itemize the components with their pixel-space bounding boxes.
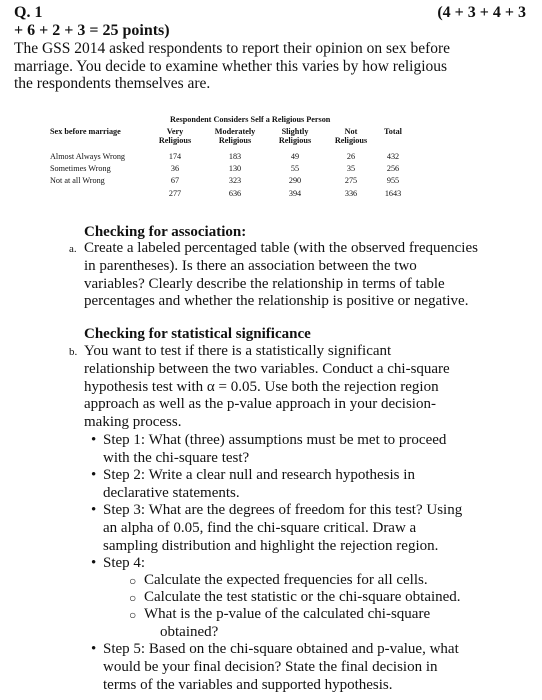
table-cell: 174 xyxy=(168,152,182,161)
step-2: Step 2: Write a clear null and research hypothesis in declarative statements. xyxy=(103,467,415,501)
table-total-cell: 277 xyxy=(168,189,182,198)
row-label: Not at all Wrong xyxy=(50,176,105,185)
table-cell: 36 xyxy=(170,164,180,173)
table-cell: 323 xyxy=(228,176,242,185)
question-number: Q. 1 xyxy=(14,4,43,21)
section-b-body: You want to test if there is a statistically significant relationship between the two variables. Conduct a chi-square hypothesis test with α = 0.05. Use both the rejection region approach as well as the p-value approach in your decision- making process. xyxy=(84,343,450,431)
intro-line: marriage. You decide to examine whether this varies by how religious xyxy=(14,57,448,75)
circle-bullet-icon: ○ xyxy=(129,574,137,588)
column-header: Very Religious xyxy=(158,127,192,145)
table-total-cell: 336 xyxy=(344,189,358,198)
section-a-title: Checking for association: xyxy=(84,224,247,240)
circle-bullet-icon: ○ xyxy=(129,608,137,622)
step-1: Step 1: What (three) assumptions must be met to proceed with the chi-square test? xyxy=(103,432,447,466)
column-header: Moderately Religious xyxy=(214,127,256,145)
bullet-icon: • xyxy=(91,555,97,571)
table-cell: 256 xyxy=(386,164,400,173)
row-label: Almost Always Wrong xyxy=(50,152,126,161)
table-cell: 49 xyxy=(290,152,300,161)
table-cell: 275 xyxy=(344,176,358,185)
step-5: Step 5: Based on the chi-square obtained and p-value, what would be your final decision? State the final decision in terms of the variables and supported hypothesis. xyxy=(103,641,459,693)
section-b-title: Checking for statistical significance xyxy=(84,326,311,342)
section-b-marker: b. xyxy=(69,346,78,358)
column-header: Not Religious xyxy=(334,127,368,145)
table-cell: 432 xyxy=(386,152,400,161)
table-cell: 130 xyxy=(228,164,242,173)
section-a-body: Create a labeled percentaged table (with the observed frequencies in parentheses). Is there an association between the two variables? Clearly describe the relationship in terms of table percentages and whether the relationship is positive or negative. xyxy=(84,240,478,310)
table-cell: 955 xyxy=(386,176,400,185)
table-cell: 183 xyxy=(228,152,242,161)
section-a-marker: a. xyxy=(69,243,77,255)
circle-bullet-icon: ○ xyxy=(129,591,137,605)
step-4-sub-2: Calculate the test statistic or the chi-square obtained. xyxy=(144,589,461,605)
intro-paragraph xyxy=(14,40,524,93)
bullet-icon: • xyxy=(91,502,97,518)
table-total-cell: 1643 xyxy=(384,189,402,198)
table-total-cell: 636 xyxy=(228,189,242,198)
table-cell: 26 xyxy=(346,152,356,161)
table-cell: 35 xyxy=(346,164,356,173)
table-cell: 67 xyxy=(170,176,180,185)
intro-line: the respondents themselves are. xyxy=(14,75,211,92)
bullet-icon: • xyxy=(91,467,97,483)
table-cell: 290 xyxy=(288,176,302,185)
column-header: Slightly Religious xyxy=(278,127,312,145)
step-3: Step 3: What are the degrees of freedom for this test? Using an alpha of 0.05, find the chi-square critical. Draw a sampling distribution and highlight the rejection region. xyxy=(103,502,463,554)
intro-line: The GSS 2014 asked respondents to report their opinion on sex before xyxy=(14,40,451,57)
points-breakdown-end: + 6 + 2 + 3 = 25 points) xyxy=(14,22,170,39)
step-4-sub-3: What is the p-value of the calculated chi-square obtained? xyxy=(144,606,431,640)
table-super-header: Respondent Considers Self a Religious Person xyxy=(170,115,331,124)
step-4-sub-1: Calculate the expected frequencies for all cells. xyxy=(144,572,428,588)
row-label: Sometimes Wrong xyxy=(50,164,111,173)
table-cell: 55 xyxy=(290,164,300,173)
table-total-cell: 394 xyxy=(288,189,302,198)
column-header: Total xyxy=(384,127,402,136)
bullet-icon: • xyxy=(91,641,97,657)
points-breakdown-start: (4 + 3 + 4 + 3 xyxy=(437,4,526,21)
table-row-header: Sex before marriage xyxy=(50,127,121,136)
step-4: Step 4: xyxy=(103,555,146,571)
bullet-icon: • xyxy=(91,432,97,448)
